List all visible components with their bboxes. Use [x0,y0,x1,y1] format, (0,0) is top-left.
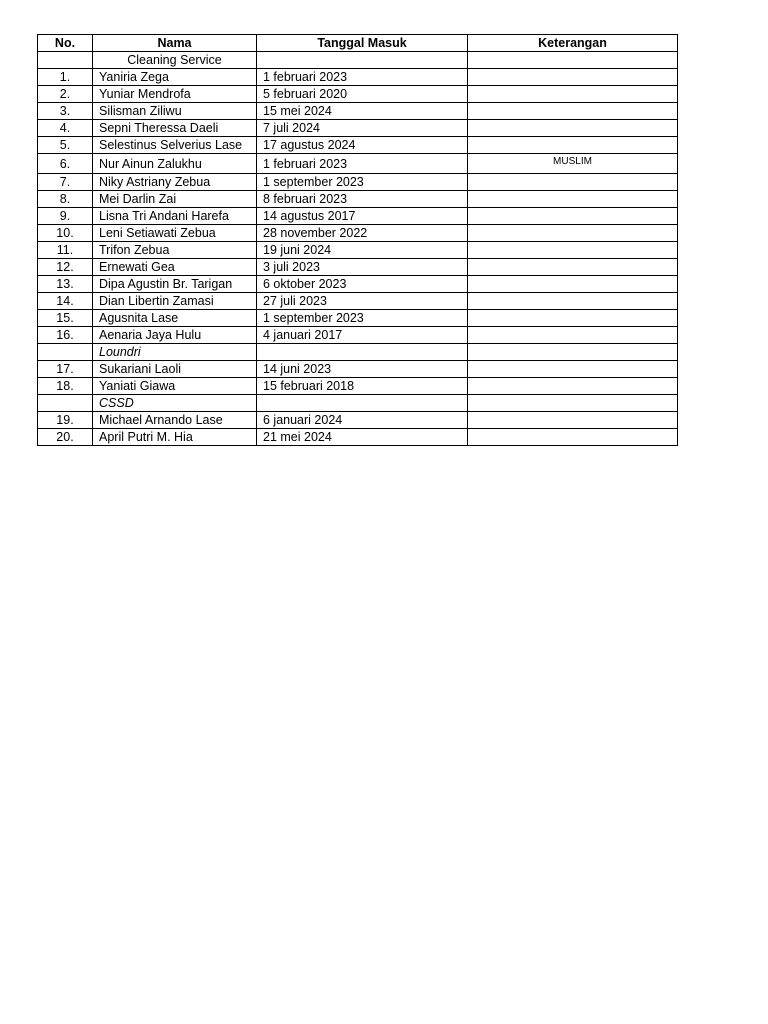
table-row [38,103,678,120]
row-keterangan [468,86,678,103]
row-tanggal: 14 juni 2023 [257,361,468,378]
row-no: 9. [38,208,93,225]
row-nama: Sepni Theressa Daeli [93,120,257,137]
row-keterangan [468,242,678,259]
section-label-cssd: CSSD [93,395,257,412]
table-row [38,69,678,86]
row-nama: Sukariani Laoli [93,361,257,378]
header-no: No. [38,35,93,52]
row-no: 19. [38,412,93,429]
row-no: 4. [38,120,93,137]
row-nama: Trifon Zebua [93,242,257,259]
row-keterangan [468,174,678,191]
row-keterangan: MUSLIM [468,154,678,174]
table-row [38,191,678,208]
row-tanggal: 19 juni 2024 [257,242,468,259]
section-row-cleaning-service [38,52,678,69]
table-row [38,412,678,429]
header-row [38,35,678,52]
table-row [38,154,678,174]
row-no: 13. [38,276,93,293]
row-no: 3. [38,103,93,120]
row-keterangan [468,69,678,86]
section-label-cleaning-service: Cleaning Service [93,52,257,69]
table-row [38,86,678,103]
row-nama: Silisman Ziliwu [93,103,257,120]
row-nama: Selestinus Selverius Lase [93,137,257,154]
row-no: 16. [38,327,93,344]
row-tanggal: 28 november 2022 [257,225,468,242]
table-row [38,225,678,242]
table-row [38,137,678,154]
row-nama: Mei Darlin Zai [93,191,257,208]
row-tanggal: 3 juli 2023 [257,259,468,276]
row-no: 10. [38,225,93,242]
row-keterangan [468,225,678,242]
row-tanggal: 14 agustus 2017 [257,208,468,225]
row-tanggal: 1 september 2023 [257,174,468,191]
row-keterangan [468,120,678,137]
row-nama: Yuniar Mendrofa [93,86,257,103]
row-no: 7. [38,174,93,191]
row-keterangan [468,103,678,120]
row-no: 11. [38,242,93,259]
row-no: 5. [38,137,93,154]
row-nama: Nur Ainun Zalukhu [93,154,257,174]
row-no: 15. [38,310,93,327]
row-tanggal: 27 juli 2023 [257,293,468,310]
table-row [38,293,678,310]
row-tanggal: 6 oktober 2023 [257,276,468,293]
row-keterangan [468,276,678,293]
row-keterangan [468,327,678,344]
section-row-cssd [38,395,678,412]
row-tanggal: 15 mei 2024 [257,103,468,120]
row-keterangan [468,361,678,378]
row-no: 20. [38,429,93,446]
row-nama: Michael Arnando Lase [93,412,257,429]
row-nama: Yaniria Zega [93,69,257,86]
header-keterangan: Keterangan [468,35,678,52]
row-keterangan [468,259,678,276]
row-keterangan [468,137,678,154]
row-nama: April Putri M. Hia [93,429,257,446]
row-nama: Lisna Tri Andani Harefa [93,208,257,225]
row-tanggal: 15 februari 2018 [257,378,468,395]
row-nama: Agusnita Lase [93,310,257,327]
row-nama: Yaniati Giawa [93,378,257,395]
row-tanggal: 7 juli 2024 [257,120,468,137]
row-keterangan [468,412,678,429]
table-row [38,429,678,446]
row-keterangan [468,378,678,395]
section-row-loundri [38,344,678,361]
table-row [38,174,678,191]
row-keterangan [468,293,678,310]
row-no: 17. [38,361,93,378]
table-row [38,310,678,327]
row-keterangan [468,191,678,208]
row-no: 14. [38,293,93,310]
section-label-loundri: Loundri [93,344,257,361]
row-nama: Ernewati Gea [93,259,257,276]
header-tanggal-masuk: Tanggal Masuk [257,35,468,52]
row-no: 12. [38,259,93,276]
table-row [38,276,678,293]
table-row [38,327,678,344]
row-no: 8. [38,191,93,208]
table-row [38,242,678,259]
row-tanggal: 21 mei 2024 [257,429,468,446]
row-keterangan [468,429,678,446]
table-row [38,361,678,378]
row-nama: Dian Libertin Zamasi [93,293,257,310]
table-row [38,208,678,225]
table-row [38,120,678,137]
table-row [38,378,678,395]
header-nama: Nama [93,35,257,52]
row-no: 2. [38,86,93,103]
row-no: 18. [38,378,93,395]
row-tanggal: 1 september 2023 [257,310,468,327]
row-nama: Dipa Agustin Br. Tarigan [93,276,257,293]
row-no: 1. [38,69,93,86]
row-tanggal: 8 februari 2023 [257,191,468,208]
row-tanggal: 17 agustus 2024 [257,137,468,154]
row-no: 6. [38,154,93,174]
row-tanggal: 1 februari 2023 [257,154,468,174]
row-nama: Niky Astriany Zebua [93,174,257,191]
row-keterangan [468,310,678,327]
table-row [38,259,678,276]
row-tanggal: 5 februari 2020 [257,86,468,103]
row-tanggal: 1 februari 2023 [257,69,468,86]
row-nama: Leni Setiawati Zebua [93,225,257,242]
row-nama: Aenaria Jaya Hulu [93,327,257,344]
row-keterangan [468,208,678,225]
row-tanggal: 6 januari 2024 [257,412,468,429]
employee-table [37,34,678,446]
row-tanggal: 4 januari 2017 [257,327,468,344]
